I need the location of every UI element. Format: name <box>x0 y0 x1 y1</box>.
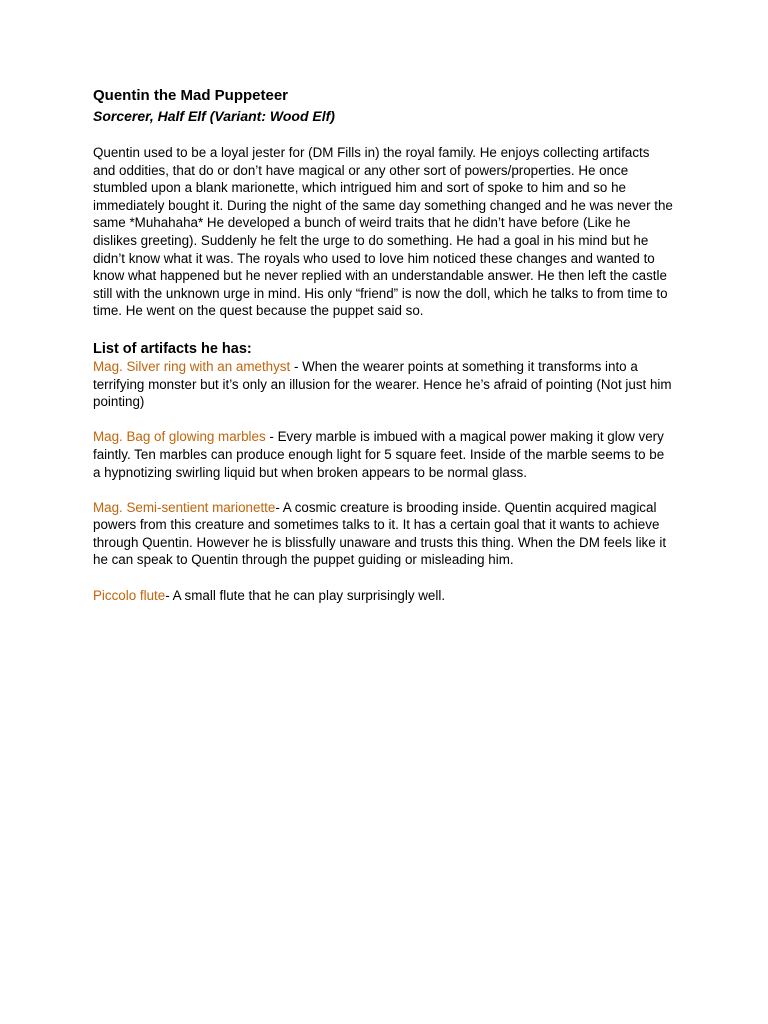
artifact-name: Mag. Bag of glowing marbles <box>93 429 266 445</box>
artifact-item <box>93 428 673 481</box>
artifact-description: - A small flute that he can play surprisingly well. <box>165 587 446 603</box>
artifact-name: Mag. Silver ring with an amethyst <box>93 358 291 374</box>
artifact-name: Mag. Semi-sentient marionette <box>93 499 276 515</box>
artifact-item <box>93 587 673 605</box>
document-subtitle: Sorcerer, Half Elf (Variant: Wood Elf) <box>93 108 335 124</box>
document-page <box>93 86 673 622</box>
artifact-item <box>93 499 673 569</box>
artifact-name: Piccolo flute <box>93 587 166 603</box>
artifact-description: - When the wearer points at something it transforms into a terrifying monster but it’s only an illusion for the wearer. Hence he’s afraid of pointing (Not just him pointing) <box>93 358 672 410</box>
artifact-description: - Every marble is imbued with a magical power making it glow very faintly. Ten marbles can produce enough light for 5 square feet. Inside of the marble seems to be a hypnotizing swirling liquid but when broken appears to be normal glass. <box>93 429 665 480</box>
artifacts-heading: List of artifacts he has: <box>93 340 252 357</box>
artifact-description: - A cosmic creature is brooding inside. Quentin acquired magical powers from this creature and sometimes talks to it. It has a certain goal that it wants to achieve through Quentin. However he is blissfully unaware and trusts this thing. When the DM feels like it he can speak to Quentin through the puppet guiding or misleading him. <box>93 499 667 568</box>
artifact-item <box>93 358 673 411</box>
document-title: Quentin the Mad Puppeteer <box>93 87 289 104</box>
intro-paragraph: Quentin used to be a loyal jester for (DM Fills in) the royal family. He enjoys collecting artifacts and oddities, that do or don’t have magical or any other sort of powers/properties. He once stumbled upon a blank marionette, which intrigued him and sort of spoke to him and so he immediately bought it. During the night of the same day something changed and he was never the same *Muhahaha* He developed a bunch of weird traits that he didn’t have before (Like he dislikes greeting). Suddenly he felt the urge to do something. He had a goal in his mind but he didn’t know what it was. The royals who used to love him noticed these changes and wanted to know what happened but he never replied with an understandable answer. He then left the castle still with the unknown urge in mind. His only “friend” is now the doll, which he talks to from time to time. He went on the quest because the puppet said so. <box>93 145 673 319</box>
